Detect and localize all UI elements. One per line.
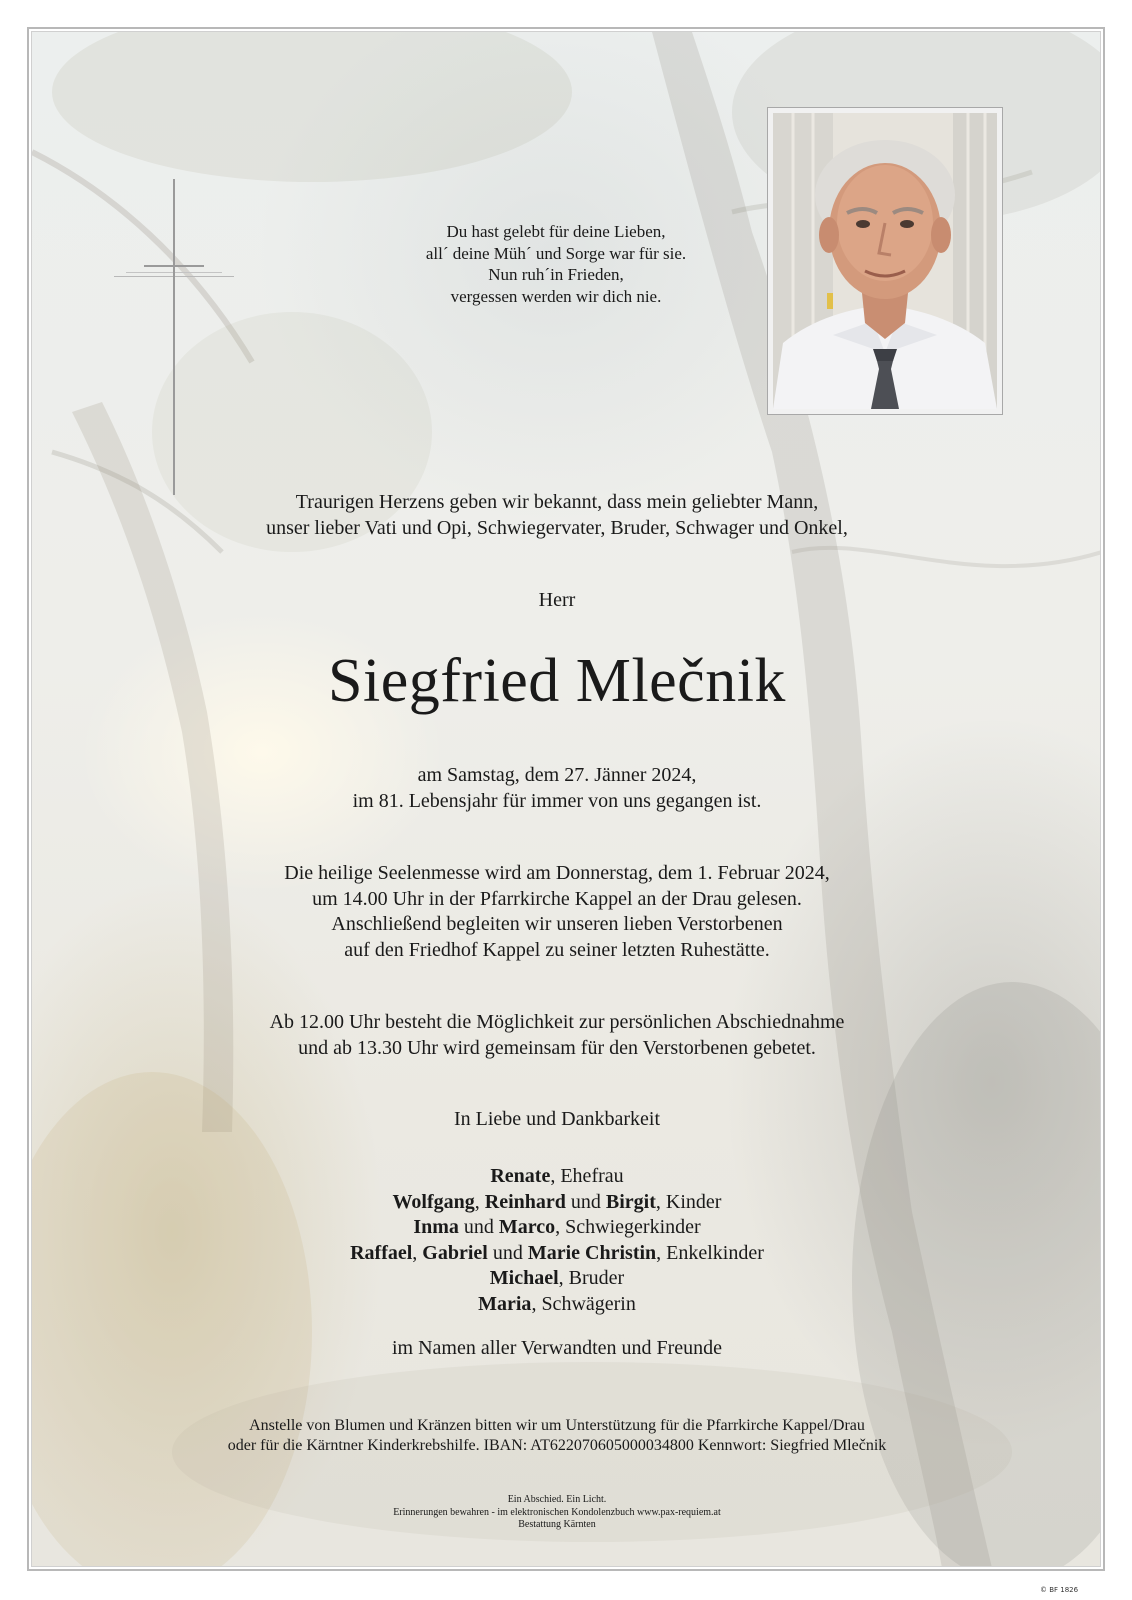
intro-line: Traurigen Herzens geben wir bekannt, dass mein geliebter Mann, bbox=[295, 491, 819, 513]
portrait-frame bbox=[767, 107, 1003, 415]
family-name: Maria bbox=[478, 1292, 532, 1315]
footer bbox=[132, 1494, 982, 1532]
cross-icon bbox=[114, 179, 234, 495]
family-role: , Ehefrau bbox=[550, 1165, 624, 1187]
family-row bbox=[132, 1164, 982, 1190]
separator: und bbox=[458, 1216, 499, 1238]
separator: und bbox=[487, 1241, 528, 1264]
salutation: Herr bbox=[538, 589, 576, 611]
farewell-line: Ab 12.00 Uhr besteht die Möglichkeit zur persönlichen Abschiednahme bbox=[269, 1011, 845, 1033]
death-line: im 81. Lebensjahr für immer von uns gegangen ist. bbox=[352, 789, 762, 812]
footer-line: Erinnerungen bewahren - im elektronischen Kondolenzbuch www.pax-requiem.at bbox=[393, 1506, 721, 1518]
family-name: Inma bbox=[413, 1216, 459, 1238]
intro-line: unser lieber Vati und Opi, Schwiegervater, Bruder, Schwager und Onkel, bbox=[266, 516, 848, 539]
poem bbox=[301, 221, 811, 307]
poem-line: Nun ruh´in Frieden, bbox=[488, 265, 624, 284]
family-row bbox=[132, 1241, 982, 1267]
death-notice bbox=[132, 763, 982, 814]
separator: , bbox=[412, 1241, 423, 1264]
footer-line: Bestattung Kärnten bbox=[518, 1519, 596, 1530]
family-row bbox=[132, 1190, 982, 1216]
donation-line: oder für die Kärntner Kinderkrebshilfe. IBAN: AT622070605000034800 Kennwort: Siegfried Mlečnik bbox=[227, 1437, 887, 1454]
announcement-intro bbox=[132, 490, 982, 541]
family-name: Renate bbox=[490, 1165, 551, 1187]
donation-line: Anstelle von Blumen und Kränzen bitten wir um Unterstützung für die Pfarrkirche Kappel/Drau bbox=[249, 1417, 865, 1434]
family-role: , Kinder bbox=[655, 1190, 722, 1213]
donation-request bbox=[92, 1416, 1022, 1456]
family-name: Raffael bbox=[350, 1241, 413, 1264]
farewell-line: und ab 13.30 Uhr wird gemeinsam für den Verstorbenen gebetet. bbox=[298, 1036, 816, 1059]
mass-line: auf den Friedhof Kappel zu seiner letzten Ruhestätte. bbox=[344, 938, 770, 961]
family-name: Marco bbox=[498, 1216, 556, 1238]
family-list bbox=[132, 1164, 982, 1317]
mass-details bbox=[132, 861, 982, 963]
family-role: , Schwiegerkinder bbox=[555, 1216, 701, 1238]
poem-line: Du hast gelebt für deine Lieben, bbox=[446, 222, 666, 241]
mass-line: Die heilige Seelenmesse wird am Donnerstag, dem 1. Februar 2024, bbox=[284, 862, 830, 884]
closing-phrase: In Liebe und Dankbarkeit bbox=[453, 1108, 661, 1130]
copyright-mark: © BF 1826 bbox=[1040, 1586, 1079, 1594]
family-row bbox=[132, 1266, 982, 1292]
mass-line: um 14.00 Uhr in der Pfarrkirche Kappel an der Drau gelesen. bbox=[312, 887, 802, 910]
family-name: Reinhard bbox=[484, 1190, 566, 1213]
family-row bbox=[132, 1215, 982, 1241]
footer-line: Ein Abschied. Ein Licht. bbox=[507, 1494, 607, 1505]
portrait-image bbox=[773, 113, 997, 409]
family-name: Michael bbox=[489, 1267, 559, 1289]
family-name: Wolfgang bbox=[392, 1190, 475, 1213]
separator: , bbox=[474, 1190, 485, 1213]
family-name: Gabriel bbox=[422, 1241, 488, 1264]
family-role: , Bruder bbox=[558, 1267, 625, 1289]
poem-line: vergessen werden wir dich nie. bbox=[450, 286, 662, 306]
farewell-details bbox=[132, 1010, 982, 1061]
poem-line: all´ deine Müh´ und Sorge war für sie. bbox=[425, 243, 687, 263]
obituary-card bbox=[31, 31, 1101, 1567]
family-row bbox=[132, 1292, 982, 1318]
deceased-name: Siegfried Mlečnik bbox=[328, 647, 786, 715]
family-role: , Schwägerin bbox=[531, 1292, 636, 1315]
family-role: , Enkelkinder bbox=[656, 1241, 764, 1264]
mass-line: Anschließend begleiten wir unseren lieben Verstorbenen bbox=[331, 913, 783, 935]
relatives-phrase: im Namen aller Verwandten und Freunde bbox=[391, 1337, 723, 1359]
family-name: Birgit bbox=[605, 1190, 656, 1213]
death-line: am Samstag, dem 27. Jänner 2024, bbox=[417, 764, 697, 786]
separator: und bbox=[565, 1190, 606, 1213]
portrait-photo bbox=[773, 113, 997, 409]
family-name: Marie Christin bbox=[527, 1241, 657, 1264]
